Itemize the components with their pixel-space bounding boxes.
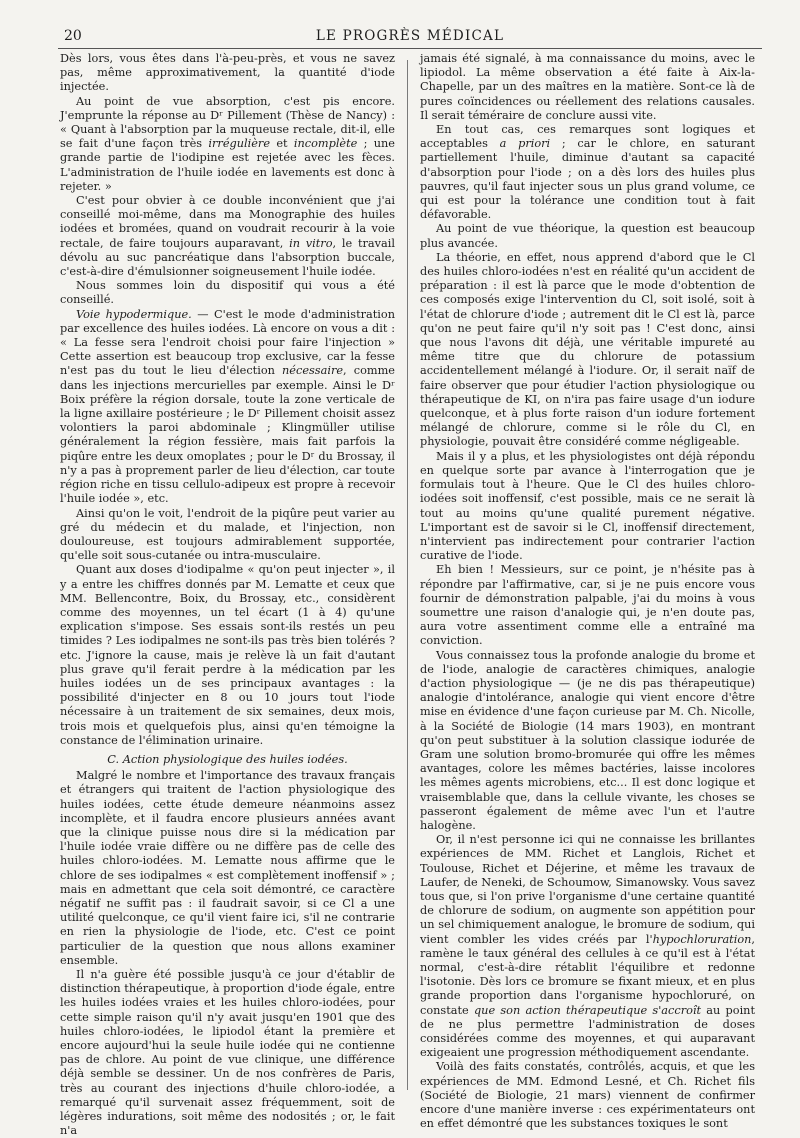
paragraph: La théorie, en effet, nous apprend d'abord que le Cl des huiles chloro-iodées n'est en réalité qu'un accident de préparation : il est là parce que le mode d'obtention de ces composés exige l'intervention du Cl, soit isolé, soit à l'état de chlorure d'iode ; autrement dit le Cl est là, parce qu'on ne peut faire qu'il n'y soit pas ! C'est donc, ainsi que nous l'avons dit déjà, une véritable impureté au même titre que du chlorure de potassium accidentellement mélangé à l'iodure. Or, il serait naïf de faire observer que pour étudier l'action physiologique ou thérapeutique de KI, on n'ira pas faire usage d'un iodure quelconque, et à plus forte raison d'un iodure fortement mélangé de chlorure, comme si le rôle du Cl, en physiologie, pouvait être considéré comme négligeable. [420, 250, 755, 449]
paragraph: Or, il n'est personne ici qui ne connaisse les brillantes expériences de MM. Richet et Langlois, Richet et Toulouse, Richet et Déjerine, et même les travaux de Laufer, de Neneki, de Schoumow, Simanowsky. Vous savez tous que, si l'on prive l'organisme d'une certaine quantité de chlorure de sodium, on augmente son appétition pour un sel chimiquement analogue, le bromure de sodium, qui vient combler les vides créés par l'hypochloruration, ramène le taux général des cellules à ce qu'il est à l'état normal, c'est-à-dire rétablit l'équilibre et redonne l'isotonie. Dès lors ce bromure se fixant mieux, et en plus grande proportion dans l'organisme hypochloruré, on constate que son action thérapeutique s'accroît au point de ne plus permettre l'administration de doses considérées comme des moyennes, et qui auparavant exigeaient une progression méthodiquement ascendante. [420, 833, 756, 1060]
running-header [58, 26, 762, 49]
paragraph: Au point de vue absorption, c'est pis encore. J'emprunte la réponse au Dʳ Pillement (Thèse de Nancy) : « Quant à l'absorption par la muqueuse rectale, dit-il, elle se fait d'une façon très irrégulière et incomplète ; une grande partie de l'iodipine est rejetée avec les fèces. L'administration de l'huile iodée en lavements est donc à rejeter. » [60, 94, 395, 193]
paragraph: Au point de vue théorique, la question est beaucoup plus avancée. [420, 222, 755, 250]
paragraph: jamais été signalé, à ma connaissance du moins, avec le lipiodol. La même observation a été faite à Aix-la-Chapelle, par un des maîtres en la matière. Sont-ce là de pures coïncidences ou réellement des relations causales. Il serait téméraire de conclure aussi vite. [420, 52, 755, 122]
paragraph: Voie hypodermique. — C'est le mode d'administration par excellence des huiles iodées. Là encore on vous a dit : « La fesse sera l'endroit choisi pour faire l'injection » Cette assertion est beaucoup trop exclusive, car la fesse n'est pas du tout le lieu d'élection nécessaire, comme dans les injections mercurielles par exemple. Ainsi le Dʳ Boix préfère la région dorsale, toute la zone verticale de la ligne axillaire postérieure ; le Dʳ Pillement choisit assez volontiers la paroi abdominale ; Klingmüller utilise généralement la région fessière, mais fait parfois la piqûre entre les deux omoplates ; pour le Dʳ du Brossay, il n'y a pas à proprement parler de lieu d'élection, car toute région riche en tissu cellulo-adipeux est propre à recevoir l'huile iodée », etc. [60, 307, 395, 506]
paragraph: Voilà des faits constatés, contrôlés, acquis, et que les expériences de MM. Edmond Lesné, et Ch. Richet fils (Société de Biologie, 21 mars) viennent de confirmer encore d'une manière inverse : ces expérimentateurs ont en effet démontré que les substances toxiques le sont [420, 1060, 755, 1131]
paragraph: C'est pour obvier à ce double inconvénient que j'ai conseillé moi-même, dans ma Monographie des huiles iodées et bromées, quand on voudrait recourir à la voie rectale, de faire toujours auparavant, in vitro, le travail dévolu au suc pancréatique dans l'absorption buccale, c'est-à-dire d'émulsionner soigneusement l'huile iodée. [60, 194, 395, 279]
paragraph: Vous connaissez tous la profonde analogie du brome et de l'iode, analogie de caractères chimiques, analogie d'action physiologique — (je ne dis pas thérapeutique) analogie d'intolérance, analogie qui vient encore d'être mise en évidence d'une façon curieuse par M. Ch. Nicolle, à la Société de Biologie (14 mars 1903), en montrant qu'on peut substituer à la solution classique iodurée de Gram une solution bromo-bromurée qui offre les mêmes avantages, colore les mêmes bactéries, laisse incolores les mêmes agents microbiens, etc... Il est donc logique et vraisemblable que, dans la cellule vivante, les choses se passeront également de même avec l'un et l'autre halogène. [420, 648, 755, 832]
paragraph: Ainsi qu'on le voit, l'endroit de la piqûre peut varier au gré du médecin et du malade, et l'injection, non douloureuse, est toujours admirablement supportée, qu'elle soit sous-cutanée ou intra-musculaire. [60, 506, 395, 563]
running-title: LE PROGRÈS MÉDICAL [315, 28, 505, 44]
paragraph: Eh bien ! Messieurs, sur ce point, je n'hésite pas à répondre par l'affirmative, car, si je ne puis encore vous fournir de démonstration palpable, j'ai du moins à vous soumettre une raison d'analogie qui, je n'en doute pas, aura votre assentiment comme elle a entraîné ma conviction. [420, 563, 755, 648]
paragraph: Mais il y a plus, et les physiologistes ont déjà répondu en quelque sorte par avance à l'interrogation que je formulais tout à l'heure. Que le Cl des huiles chloro-iodées soit inoffensif, c'est possible, mais ce ne serait là tout au moins qu'une qualité purement négative. L'important est de savoir si le Cl, inoffensif directement, n'intervient pas indirectement pour contrarier l'action curative de l'iode. [420, 449, 755, 563]
paragraph: Dès lors, vous êtes dans l'à-peu-près, et vous ne savez pas, même approximativement, la quantité d'iode injectée. [60, 52, 395, 94]
right-column [420, 52, 756, 1131]
paragraph: En tout cas, ces remarques sont logiques et acceptables a priori ; car le chlore, en saturant partiellement l'huile, diminue d'autant sa capacité d'absorption pour l'iode ; on a dès lors des huiles plus pauvres, qu'il faut injecter sous un plus grand volume, ce qui est pour la tolérance une condition tout à fait défavorable. [420, 123, 755, 222]
paragraph: Nous sommes loin du dispositif qui vous a été conseillé. [60, 279, 395, 307]
run-in-heading: Voie hypodermique. [76, 307, 192, 321]
column-divider [407, 60, 408, 1090]
section-heading: C. Action physiologique des huiles iodées. [107, 752, 348, 766]
paragraph: Quant aux doses d'iodipalme « qu'on peut injecter », il y a entre les chiffres donnés par M. Lematte et ceux que MM. Bellencontre, Boix, du Brossay, etc., considèrent comme des moyennes, un tel écart (1 à 4) qu'une explication s'impose. Ses essais sont-ils restés un peu timides ? Les iodipalmes ne sont-ils pas très bien tolérés ? etc. J'ignore la cause, mais je relève là un fait d'autant plus grave qu'il ferait perdre à la médication par les huiles iodées un de ses principaux avantages : la possibilité d'injecter en 8 ou 10 jours tout l'iode nécessaire à un traitement de six semaines, deux mois, trois mois et quelquefois plus, ainsi qu'en témoigne la constance de l'élimination urinaire. [60, 563, 395, 747]
left-column [60, 52, 395, 1138]
page-number: 20 [64, 28, 82, 44]
paragraph: Malgré le nombre et l'importance des travaux français et étrangers qui traitent de l'action physiologique des huiles iodées, cette étude demeure néanmoins assez incomplète, et il faudra encore plusieurs années avant que la clinique puisse nous dire si la médication par l'huile iodée vraie diffère ou ne diffère pas de celle des huiles chloro-iodées. M. Lematte nous affirme que le chlore de ses iodipalmes « est complètement inoffensif » ; mais en admettant que cela soit démontré, ce caractère négatif ne suffit pas : il faudrait savoir, si ce Cl a une utilité quelconque, ce qu'il vient faire ici, s'il ne contrarie en rien la physiologie de l'iode, etc. C'est ce point particulier de la question que nous allons examiner ensemble. [60, 769, 395, 967]
paragraph: Il n'a guère été possible jusqu'à ce jour d'établir de distinction thérapeutique, à proportion d'iode égale, entre les huiles iodées vraies et les huiles chloro-iodées, pour cette simple raison qu'il n'y avait jusqu'en 1901 que des huiles chloro-iodées, le lipiodol étant la première et encore aujourd'hui la seule huile iodée qui ne contienne pas de chlore. Au point de vue clinique, une différence déjà semble se dessiner. Un de nos confrères de Paris, très au courant des injections d'huile chloro-iodée, a remarqué qu'il survenait assez fréquemment, soit de légères indurations, soit même des nodosités ; or, le fait n'a [60, 968, 395, 1138]
